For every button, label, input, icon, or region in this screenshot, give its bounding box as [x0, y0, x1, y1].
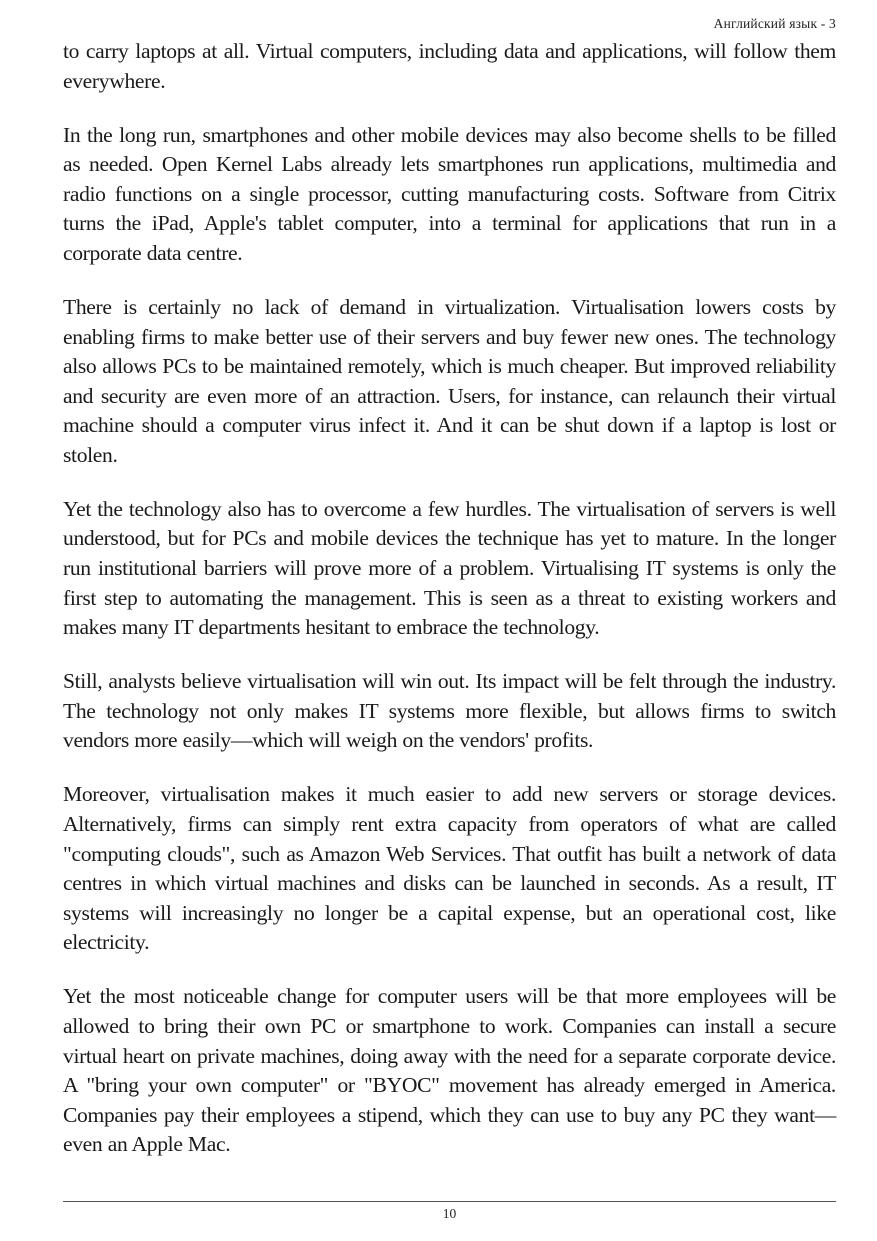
- paragraph-5: Still, analysts believe virtualisation will win out. Its impact will be felt through the industry. The technology not only makes IT systems more flexible, but allows firms to switch vendors more easily—which will weigh on the vendors' profits.: [63, 669, 836, 753]
- footer-divider: [63, 1201, 836, 1202]
- paragraph-3: There is certainly no lack of demand in virtualization. Virtualisation lowers costs by enabling firms to make better use of their servers and buy fewer new ones. The technology also allows PCs to be maintained remotely, which is much cheaper. But improved reliability and security are even more of an attraction. Users, for instance, can relaunch their virtual machine should a computer virus infect it. And it can be shut down if a laptop is lost or stolen.: [63, 294, 836, 467]
- paragraph-2: In the long run, smartphones and other mobile devices may also become shells to be filled as needed. Open Kernel Labs already lets smartphones run applications, multimedia and radio functions on a single processor, cutting manufacturing costs. Software from Citrix turns the iPad, Apple's tablet computer, into a terminal for applications that run in a corporate data centre.: [63, 122, 836, 265]
- document-body: [63, 37, 836, 1160]
- paragraph-6: Moreover, virtualisation makes it much easier to add new servers or storage devices. Alternatively, firms can simply rent extra capacity from operators of what are called "computing clouds", such as Amazon Web Services. That outfit has built a network of data centres in which virtual machines and disks can be launched in seconds. As a result, IT systems will increasingly no longer be a capital expense, but an operational cost, like electricity.: [63, 782, 836, 955]
- page-number: 10: [442, 1206, 457, 1221]
- paragraph-7: Yet the most noticeable change for computer users will be that more employees will be allowed to bring their own PC or smartphone to work. Companies can install a secure virtual heart on private machines, doing away with the need for a separate corporate device. A "bring your own computer" or "BYOC" movement has already emerged in America. Companies pay their employees a stipend, which they can use to buy any PC they want—even an Apple Mac.: [63, 984, 836, 1157]
- paragraph-4: Yet the technology also has to overcome a few hurdles. The virtualisation of servers is well understood, but for PCs and mobile devices the technique has yet to mature. In the longer run institutional barriers will prove more of a problem. Virtualising IT systems is only the first step to automating the management. This is seen as a threat to existing workers and makes many IT departments hesitant to embrace the technology.: [63, 496, 836, 640]
- running-header: Английский язык - 3: [713, 16, 836, 31]
- paragraph-1: to carry laptops at all. Virtual computers, including data and applications, will follow them everywhere.: [63, 39, 836, 93]
